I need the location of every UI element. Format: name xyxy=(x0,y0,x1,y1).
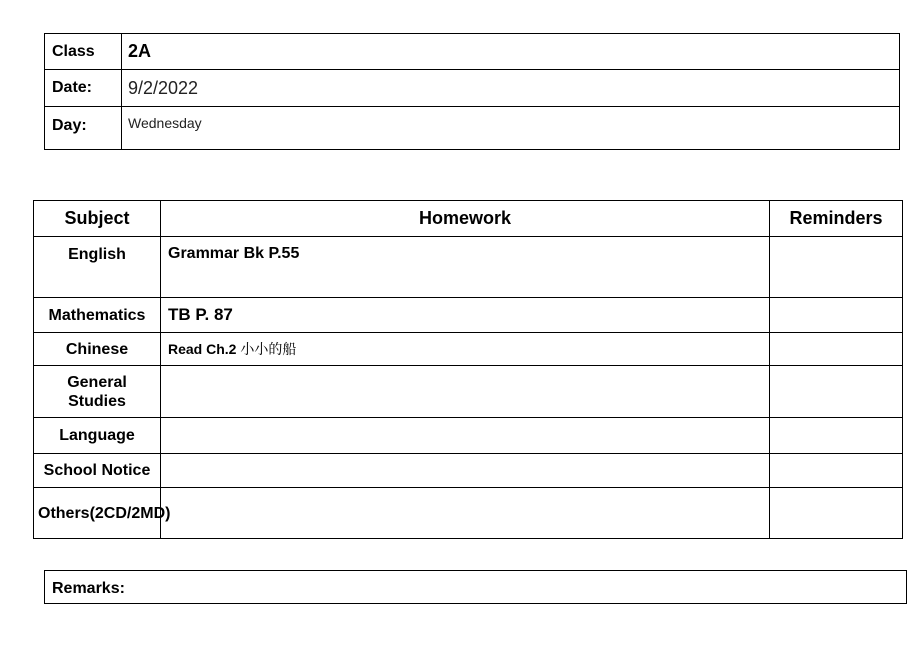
subject-cell: English xyxy=(34,237,161,298)
subject-header: Subject xyxy=(34,201,161,237)
reminders-cell xyxy=(770,488,903,539)
homework-cell xyxy=(161,418,770,454)
table-row-chinese xyxy=(34,333,903,366)
homework-cell xyxy=(161,454,770,488)
table-row-general-studies xyxy=(34,366,903,418)
homework-text-cjk: 小小的船 xyxy=(240,341,297,357)
homework-cell: TB P. 87 xyxy=(161,298,770,333)
table-row-english xyxy=(34,237,903,298)
remarks-label: Remarks: xyxy=(52,580,125,597)
class-label: Class xyxy=(45,34,122,70)
date-value: 9/2/2022 xyxy=(122,70,900,107)
subject-cell: General Studies xyxy=(34,366,161,418)
reminders-cell xyxy=(770,418,903,454)
class-row xyxy=(45,34,900,70)
table-header-row xyxy=(34,201,903,237)
date-label: Date: xyxy=(45,70,122,107)
subject-cell: School Notice xyxy=(34,454,161,488)
reminders-cell xyxy=(770,237,903,298)
day-row xyxy=(45,107,900,150)
date-row xyxy=(45,70,900,107)
homework-cell xyxy=(161,366,770,418)
table-row-school-notice xyxy=(34,454,903,488)
table-row-others xyxy=(34,488,903,539)
class-info-table xyxy=(44,33,900,150)
homework-table xyxy=(33,200,903,539)
table-row-mathematics xyxy=(34,298,903,333)
class-value: 2A xyxy=(122,34,900,70)
homework-cell: Grammar Bk P.55 xyxy=(161,237,770,298)
table-row-language xyxy=(34,418,903,454)
subject-cell: Language xyxy=(34,418,161,454)
reminders-cell xyxy=(770,298,903,333)
subject-cell: Others(2CD/2MD) xyxy=(34,488,161,539)
reminders-cell xyxy=(770,333,903,366)
reminders-cell xyxy=(770,454,903,488)
subject-cell: Chinese xyxy=(34,333,161,366)
homework-header: Homework xyxy=(161,201,770,237)
reminders-header: Reminders xyxy=(770,201,903,237)
remarks-box xyxy=(44,570,907,604)
subject-cell: Mathematics xyxy=(34,298,161,333)
homework-cell xyxy=(161,488,770,539)
homework-text: Read Ch.2 xyxy=(168,341,237,357)
reminders-cell xyxy=(770,366,903,418)
day-label: Day: xyxy=(45,107,122,150)
homework-cell xyxy=(161,333,770,366)
day-value: Wednesday xyxy=(122,107,900,150)
